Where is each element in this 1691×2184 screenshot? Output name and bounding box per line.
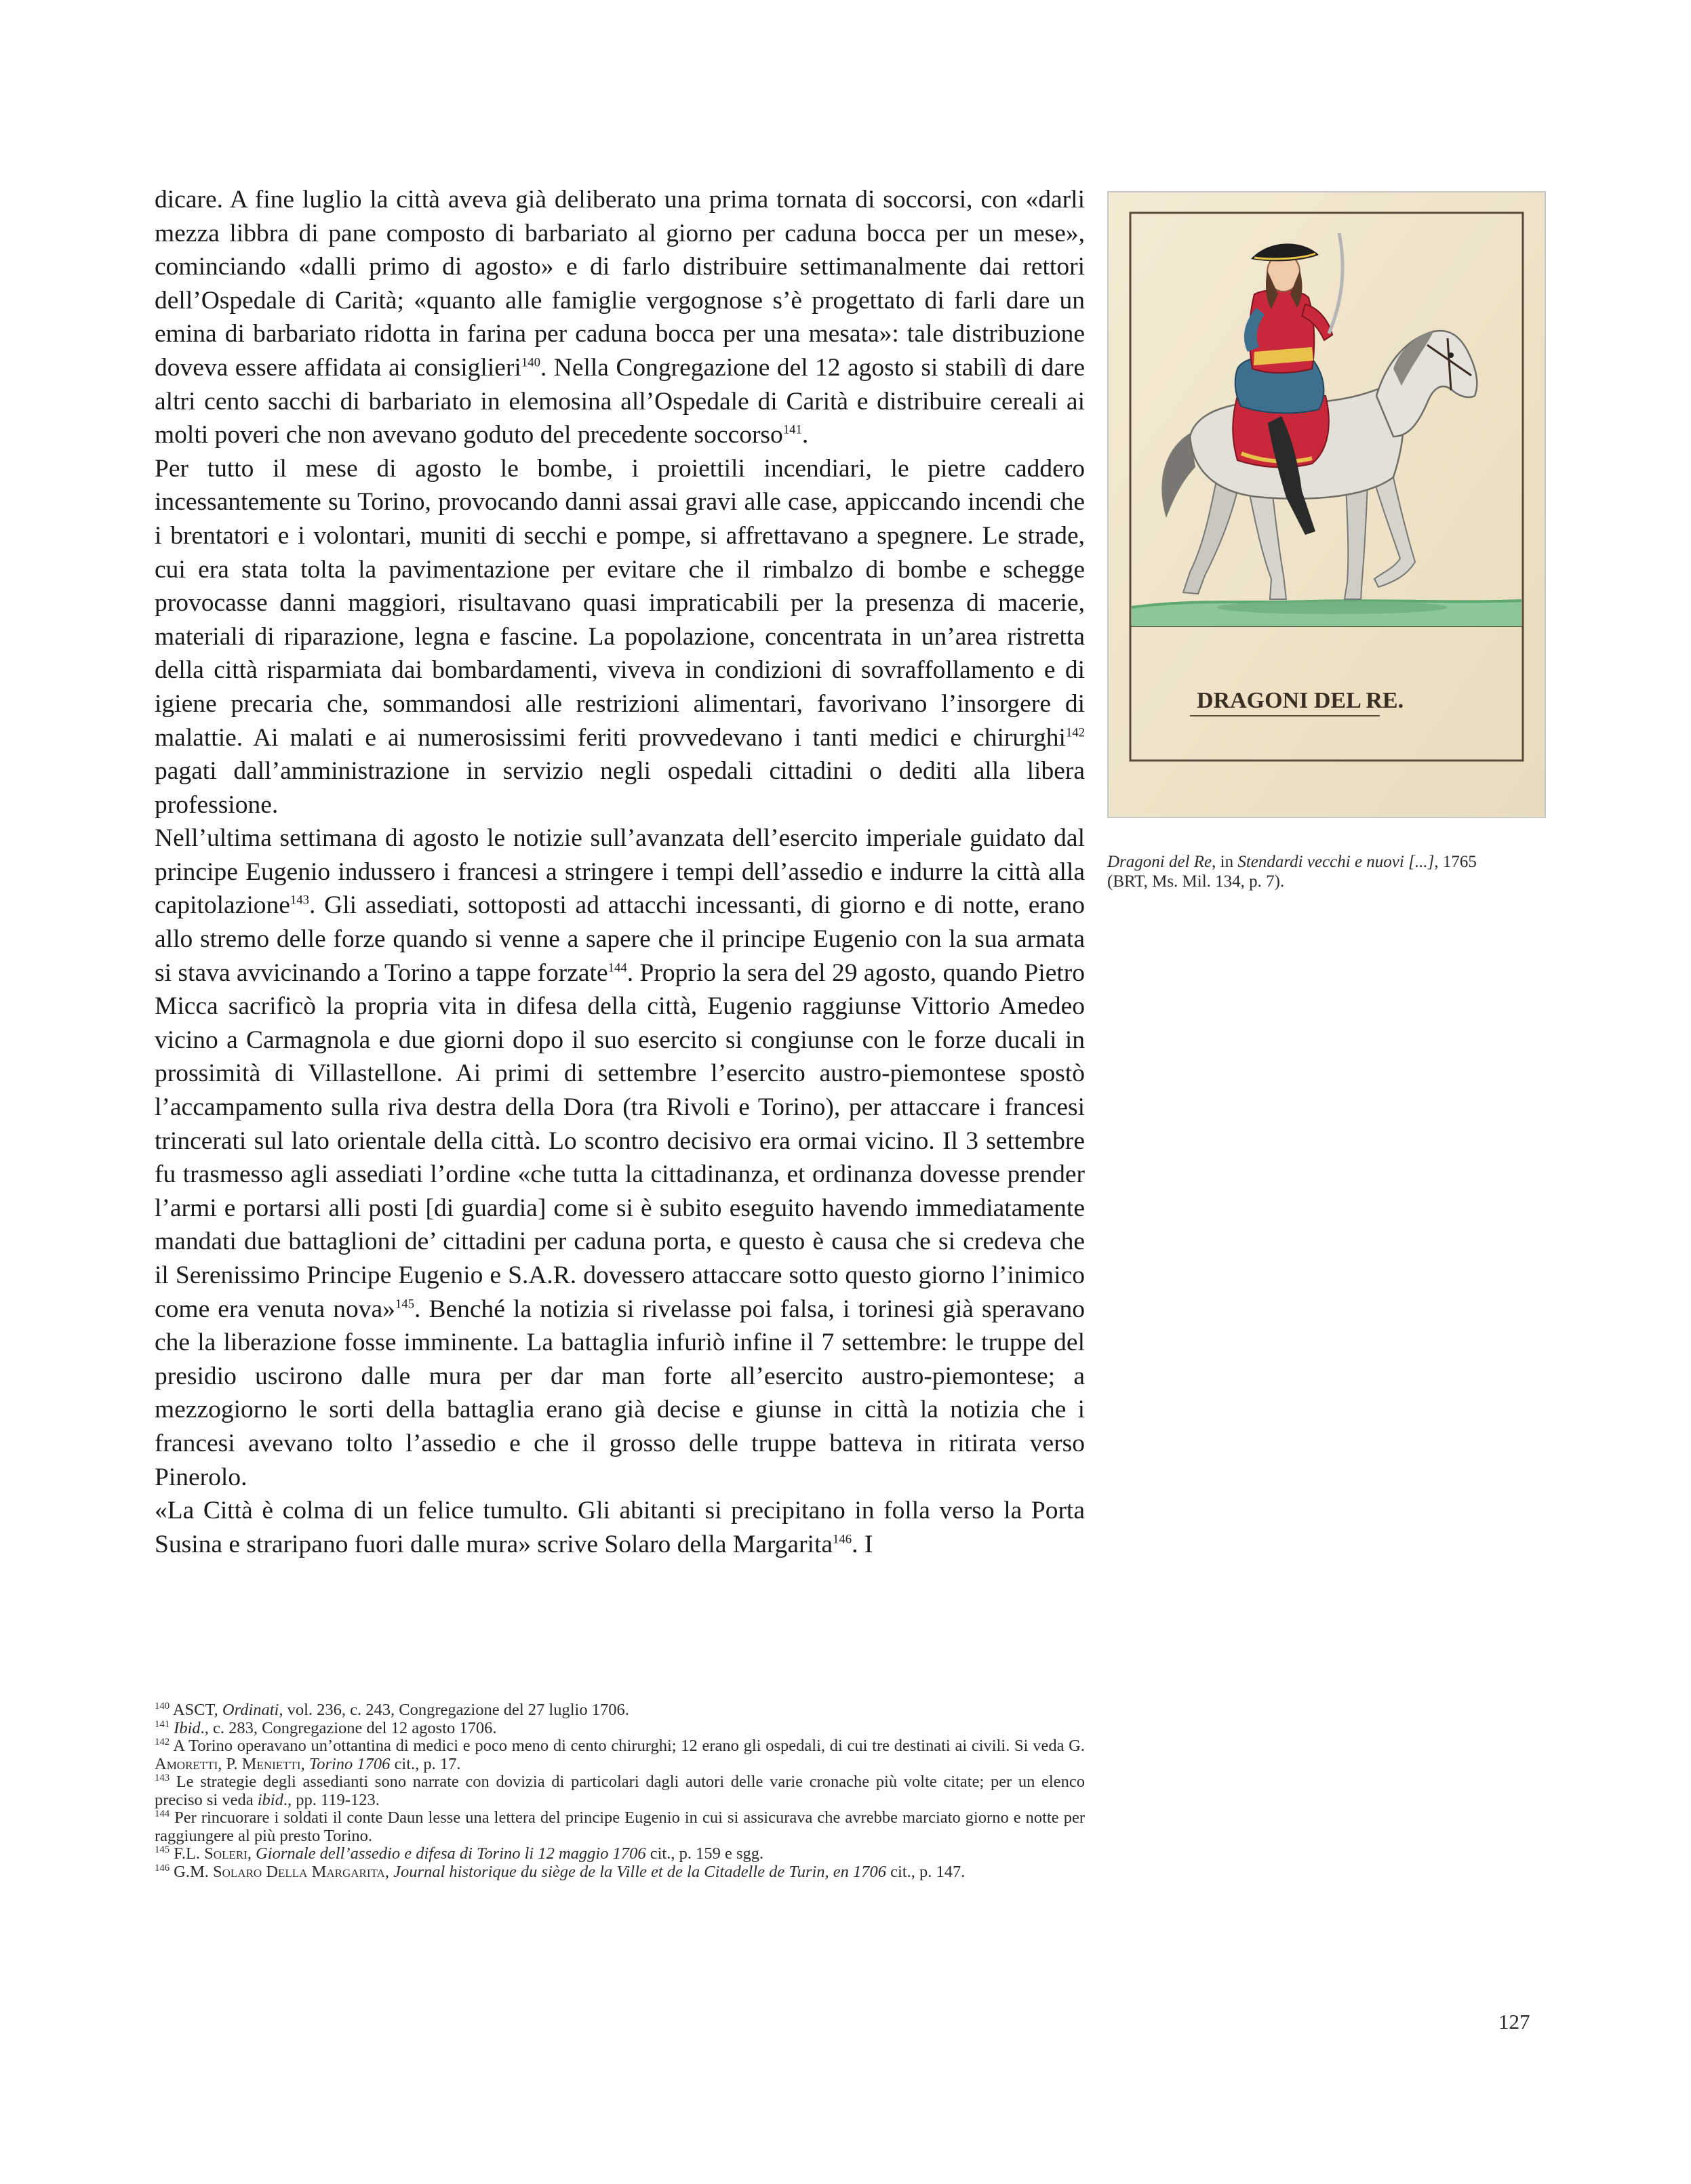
footnotes xyxy=(155,1701,1085,1881)
plate-label: DRAGONI DEL RE. xyxy=(1197,688,1404,713)
horse-eye xyxy=(1448,352,1454,358)
footnote-146: $^{146}$ G.M. Solaro Della Margarita, Journal historique du siège de la Ville et de la Citadelle de Turin, en 1706 cit., p. 147. xyxy=(155,1862,966,1881)
main-text-column xyxy=(155,183,1085,1561)
footnote-ref-143[interactable]: 143 xyxy=(290,893,310,908)
footnote-ref-146[interactable]: 146 xyxy=(833,1532,852,1547)
caption-line-2: (BRT, Ms. Mil. 134, p. 7). xyxy=(1107,872,1285,891)
caption-line-1: Dragoni del Re, in Stendardi vecchi e nuovi [...], 1765 xyxy=(1107,853,1477,871)
dragoon-illustration xyxy=(1107,191,1546,818)
paragraph-1: dicare. A fine luglio la città aveva già deliberato una prima tornata di soccorsi, con «darli mezza libbra di pane composto di barbariato al giorno per caduna bocca per un mese», cominciando «dalli primo di agosto» e di farlo distribuire settimanalmente dai rettori dell’Ospedale di Carità; «quanto alle famiglie vergognose s’è progettato di farli dare un emina di barbariato ridotta in farina per caduna bocca per una mesata»: tale distribuzione doveva essere affidata ai consiglieri$^{140}$. Nella Congregazione del 12 agosto si stabilì di dare altri cento sacchi di barbariato in elemosina all’Ospedale di Carità e distribuire cereali ai molti poveri che non avevano goduto del precedente soccorso$^{141}$. xyxy=(155,186,1085,449)
paragraph-4: «La Città è colma di un felice tumulto. Gli abitanti si precipitano in folla verso la Porta Susina e straripano fuori dalle mura» scrive Solaro della Margarita$^{146}$. I xyxy=(155,1497,1085,1558)
footnote-142: $^{142}$ A Torino operavano un’ottantina di medici e poco meno di cento chirurghi; 12 erano gli ospedali, di cui tre destinati ai civili. Si veda G. Amoretti, P. Menietti, Torino 1706 cit., p. 17. xyxy=(155,1736,1085,1773)
paper-background xyxy=(1109,193,1545,817)
footnote-ref-145[interactable]: 145 xyxy=(395,1297,414,1312)
horse-shadow xyxy=(1217,601,1448,614)
footnote-ref-140[interactable]: 140 xyxy=(521,355,540,370)
footnote-ref-144[interactable]: 144 xyxy=(608,960,627,975)
footnote-144: $^{144}$ Per rincuorare i soldati il conte Daun lesse una lettera del principe Eugenio in cui si assicurava che avrebbe marciato giorno e notte per raggiungere al più presto Torino. xyxy=(155,1808,1085,1845)
paragraph-2: Per tutto il mese di agosto le bombe, i proiettili incendiari, le pietre caddero incessantemente su Torino, provocando danni assai gravi alle case, appiccando incendi che i brentatori e i volontari, muniti di secchi e pompe, si affrettavano a spegnere. Le strade, cui era stata tolta la pavimentazione per evitare che il rimbalzo di bombe e schegge provocasse danni maggiori, risultavano quasi impraticabili per la presenza di macerie, materiali di riparazione, legna e fascine. La popolazione, concentrata in un’area ristretta della città risparmiata dai bombardamenti, viveva in condizioni di sovraffollamento e di igiene precaria che, sommandosi alle restrizioni alimentari, favorivano l’insorgere di malattie. Ai malati e ai numerosissimi feriti provvedevano i tanti medici e chirurghi$^{142}$ pagati dall’amministrazione in servizio negli ospedali cittadini o dediti alla libera professione. xyxy=(155,454,1085,819)
paragraph-3: Nell’ultima settimana di agosto le notizie sull’avanzata dell’esercito imperiale guidato dal principe Eugenio indussero i francesi a stringere i tempi dell’assedio e indurre la città alla capitolazione$^{143}$. Gli assediati, sottoposti ad attacchi incessanti, di giorno e di notte, erano allo stremo delle forze quando si venne a sapere che il principe Eugenio con la sua armata si stava avvicinando a Torino a tappe forzate$^{144}$. Proprio la sera del 29 agosto, quando Pietro Micca sacrificò la propria vita in difesa della città, Eugenio raggiunse Vittorio Amedeo vicino a Carmagnola e due giorni dopo il suo esercito si congiunse con le forze ducali in prossimità di Villastellone. Ai primi di settembre l’esercito austro-piemontese spostò l’accampamento sulla riva destra della Dora (tra Rivoli e Torino), per attaccare i francesi trincerati sul lato orientale della città. Lo scontro decisivo era ormai vicino. Il 3 settembre fu trasmesso agli assediati l’ordine «che tutta la cittadinanza, et ordinanza dovesse prender l’armi e portarsi alli posti [di guardia] come si è subito eseguito havendo immediatamente mandati due battaglioni de’ cittadini per caduna porta, e questo è causa che si credeva che il Serenissimo Principe Eugenio e S.A.R. dovessero attaccare sotto questo giorno l’inimico come era venuta nova»$^{145}$. Benché la notizia si rivelasse poi falsa, i torinesi già speravano che la liberazione fosse imminente. La battaglia infuriò infine il 7 settembre: le truppe del presidio uscirono dalle mura per dar man forte all’esercito austro-piemontese; a mezzogiorno le sorti della battaglia erano già decise e giunse in città la notizia che i francesi avevano tolto l’assedio e che il grosso delle truppe batteva in ritirata verso Pinerolo. xyxy=(155,824,1085,1491)
footnote-143: $^{143}$ Le strategie degli assedianti sono narrate con dovizia di particolari dagli autori delle varie cronache più volte citate; per un elenco preciso si veda ibid., pp. 119-123. xyxy=(155,1772,1085,1809)
figure-caption xyxy=(1107,852,1575,891)
footnote-145: $^{145}$ F.L. Soleri, Giornale dell’assedio e difesa di Torino li 12 maggio 1706 cit., p. 159 e sgg. xyxy=(155,1844,764,1863)
footnote-141: $^{141}$ Ibid., c. 283, Congregazione del 12 agosto 1706. xyxy=(155,1718,497,1737)
dragoon-on-horse-drawing xyxy=(1109,193,1545,817)
footnote-ref-142[interactable]: 142 xyxy=(1065,725,1085,740)
page-number: 127 xyxy=(1498,2010,1530,2034)
footnote-140: $^{140}$ ASCT, Ordinati, vol. 236, c. 243, Congregazione del 27 luglio 1706. xyxy=(155,1700,629,1719)
footnote-ref-141[interactable]: 141 xyxy=(782,422,802,437)
